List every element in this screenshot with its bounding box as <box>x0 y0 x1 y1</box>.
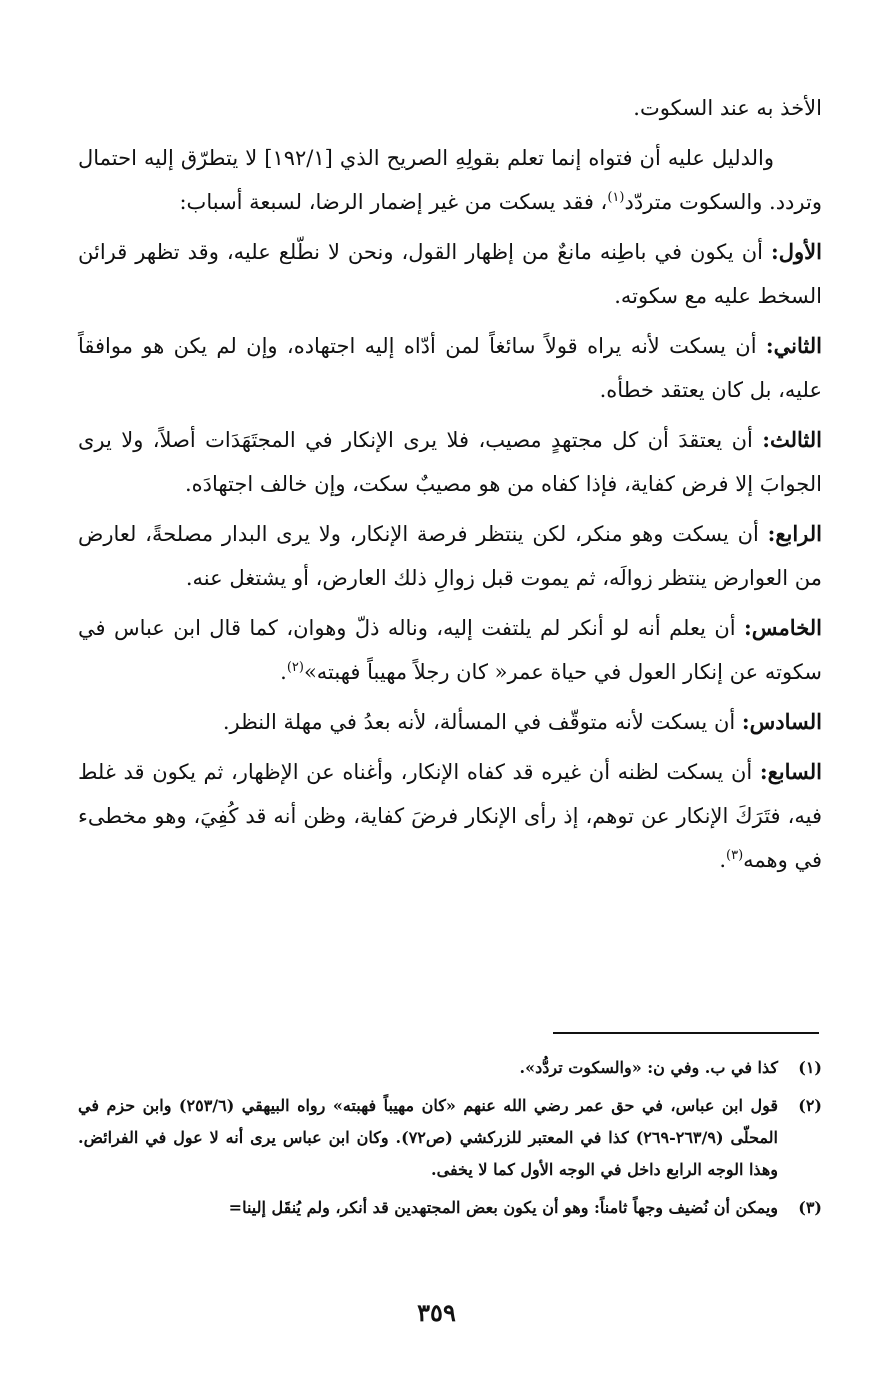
footnote-text: كذا في ب. وفي ن: «والسكوت تردُّد». <box>519 1058 778 1077</box>
paragraph-text: أن يسكت لأنه يراه قولاً سائغاً لمن أدّاه إليه اجتهاده، وإن لم يكن هو موافقاً عليه، بل كان يعتقد خطأه. <box>78 334 822 402</box>
page-body <box>78 86 822 888</box>
paragraph-reason-1 <box>78 230 822 318</box>
paragraph-reason-5 <box>78 606 822 694</box>
reason-heading: الثاني: <box>765 333 822 358</box>
paragraph-intro <box>78 86 822 130</box>
paragraph-reason-6 <box>78 700 822 744</box>
reason-heading: الأول: <box>771 239 822 264</box>
footnote-number: (٢) <box>798 1096 822 1115</box>
paragraph-reason-2 <box>78 324 822 412</box>
paragraph-tail: ، فقد يسكت من غير إضمار الرضا، لسبعة أسباب: <box>179 190 608 214</box>
reason-heading: السابع: <box>759 759 822 784</box>
footnote-ref-1[interactable]: (١) <box>607 190 625 205</box>
paragraph-reason-4 <box>78 512 822 600</box>
footnote-text: قول ابن عباس، في حق عمر رضي الله عنهم «كان مهيباً فهبته» رواه البيهقي (٢٥٣/٦) وابن حزم في المحلّى (٢٦٣/٩-٢٦٩) كذا في المعتبر للزركشي (ص٧٢). وكان ابن عباس يرى أنه لا عول في الفرائض. وهذا الوجه الرابع داخل في الوجه الأول كما لا يخفى. <box>78 1096 778 1179</box>
footnote-text: ويمكن أن نُضيف وجهاً ثامناً: وهو أن يكون بعض المجتهدين قد أنكر، ولم يُنقَل إلينا= <box>228 1198 778 1217</box>
paragraph-text: أن يسكت وهو منكر، لكن ينتظر فرصة الإنكار، ولا يرى البدار مصلحةً، لعارض من العوارض ينتظر زوالَه، ثم يموت قبل زوالِ ذلك العارض، أو يشتغل عنه. <box>78 522 822 590</box>
paragraph-tail: . <box>719 848 727 872</box>
paragraph-text: أن يعلم أنه لو أنكر لم يلتفت إليه، وناله ذلّ وهوان، كما قال ابن عباس في سكوته عن إنكار العول في حياة عمر« كان رجلاً مهيباً فهبته» <box>78 616 822 684</box>
footnote-1 <box>78 1052 822 1084</box>
reason-heading: السادس: <box>741 709 822 734</box>
paragraph-text: أن يعتقدَ أن كل مجتهدٍ مصيب، فلا يرى الإنكار في المجتَهَدَات أصلاً، ولا يرى الجوابَ إلا فرض كفاية، فإذا كفاه من هو مصيبٌ سكت، وإن خالف اجتهادَه. <box>78 428 822 496</box>
reason-heading: الخامس: <box>744 615 822 640</box>
footnote-number: (٣) <box>798 1198 822 1217</box>
paragraph-text: الأخذ به عند السكوت. <box>633 96 822 120</box>
paragraph-reason-7 <box>78 750 822 882</box>
footnote-ref-2[interactable]: (٢) <box>286 660 304 675</box>
footnote-3 <box>78 1192 822 1224</box>
reason-heading: الثالث: <box>762 427 822 452</box>
paragraph-text: أن يسكت لظنه أن غيره قد كفاه الإنكار، وأغناه عن الإظهار، ثم يكون قد غلط فيه، فتَرَكَ الإنكار عن توهم، إذ رأى الإنكار فرضَ كفاية، وظن أنه قد كُفِيَ، وهو مخطىء في وهمه <box>78 760 822 872</box>
paragraph-text: والدليل عليه أن فتواه إنما تعلم بقولِهِ الصريح الذي [١٩٢/١] لا يتطرّق إليه احتمال وتردد. والسكوت متردّد <box>78 146 822 214</box>
paragraph-tail: . <box>280 660 287 684</box>
footnotes <box>78 1052 822 1230</box>
paragraph-text: أن يكون في باطِنه مانعٌ من إظهار القول، ونحن لا نطّلع عليه، وقد تظهر قرائن السخط عليه مع سكوته. <box>78 240 822 308</box>
main-text <box>78 86 822 882</box>
footnote-separator <box>553 1032 819 1034</box>
paragraph-text: أن يسكت لأنه متوقّف في المسألة، لأنه بعدُ في مهلة النظر. <box>222 710 742 734</box>
paragraph-evidence <box>78 136 822 224</box>
footnote-number: (١) <box>798 1058 822 1077</box>
paragraph-reason-3 <box>78 418 822 506</box>
page-number: ٣٥٩ <box>417 1298 456 1327</box>
footnote-ref-3[interactable]: (٣) <box>726 848 744 863</box>
footnote-2 <box>78 1090 822 1186</box>
reason-heading: الرابع: <box>767 521 822 546</box>
